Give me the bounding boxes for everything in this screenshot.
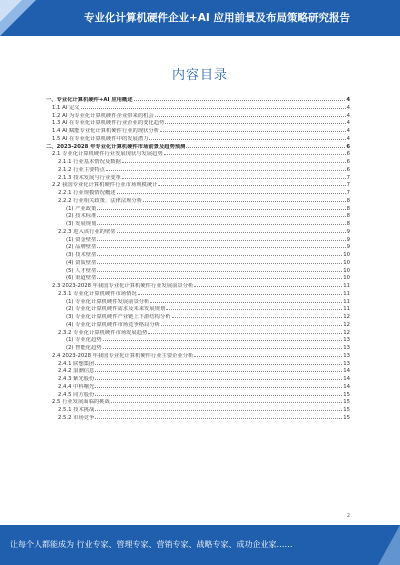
toc-entry-label: 1.1 AI 定义: [52, 104, 80, 111]
toc-entry-label: (2) 品牌壁垒: [66, 244, 97, 250]
toc-entry-label: 2.4.4 中科曙光: [58, 383, 95, 390]
toc-leader-dots: [95, 359, 342, 365]
toc-leader-dots: [95, 413, 342, 419]
page-number: 2: [346, 513, 350, 519]
toc-entry-page: 15: [343, 391, 350, 398]
toc-leader-dots: [81, 103, 346, 109]
toc-entry-label: (2) 技术标准: [66, 213, 97, 219]
toc-entry-page: 9: [346, 244, 350, 250]
footer-corner-decoration: [378, 525, 400, 565]
toc-entry-page: 8: [346, 213, 350, 219]
toc-entry-label: (1) 专业化趋势: [66, 337, 102, 343]
toc-entry-page: 7: [346, 190, 350, 196]
toc-entry-page: 6: [346, 151, 350, 157]
toc-leader-dots: [143, 196, 346, 202]
toc-entry-label: (3) 专业化计算机硬件产业链上下游结构分析: [66, 314, 171, 320]
toc-entry-page: 11: [343, 290, 350, 297]
toc-entry-label: (1) 专业化计算机硬件发展前景分析: [66, 298, 150, 305]
toc-entry[interactable]: [46, 390, 350, 398]
toc-entry[interactable]: [46, 359, 350, 367]
toc-entry[interactable]: [46, 273, 350, 281]
footer-slogan: 让每个人都能成为 行业专家、管理专家、营销专家、战略专家、成功企业家……: [10, 540, 293, 549]
toc-entry-page: 7: [346, 174, 350, 181]
toc-entry-page: 14: [343, 383, 350, 390]
toc-leader-dots: [97, 211, 345, 217]
toc-entry[interactable]: [46, 312, 350, 320]
toc-entry[interactable]: [46, 111, 350, 119]
toc-entry-label: (5) 人才壁垒: [66, 267, 97, 274]
toc-entry-page: 8: [346, 197, 350, 204]
toc-leader-dots: [97, 204, 345, 210]
toc-entry[interactable]: [46, 242, 350, 250]
toc-entry-page: 6: [346, 166, 350, 173]
toc-leader-dots: [97, 273, 342, 279]
toc-entry-page: 12: [343, 321, 350, 328]
toc-entry-page: 13: [343, 360, 350, 367]
toc-leader-dots: [122, 157, 346, 163]
toc-entry-label: (2) 专业化计算机硬件需求及未来发展规划: [66, 306, 166, 312]
toc-entry-page: 11: [343, 283, 350, 289]
toc-entry-label: 2.3 2023-2028 年我国专业化计算机硬件行业发展前景分析: [52, 283, 194, 289]
toc-leader-dots: [95, 382, 342, 388]
toc-entry[interactable]: [46, 281, 350, 289]
toc-entry[interactable]: [46, 235, 350, 243]
toc-entry[interactable]: [46, 382, 350, 390]
toc-leader-dots: [95, 390, 342, 396]
toc-entry-page: 14: [343, 376, 350, 382]
toc-entry-page: 6: [346, 143, 350, 150]
toc-leader-dots: [97, 242, 345, 248]
toc-leader-dots: [103, 335, 343, 341]
toc-entry-label: 2.5 行业发展面临的挑战: [52, 399, 110, 405]
toc-leader-dots: [97, 258, 342, 264]
toc-entry[interactable]: [46, 134, 350, 142]
toc-entry[interactable]: [46, 211, 350, 219]
toc-entry-label: (4) 专业化计算机硬件市场竞争格局分析: [66, 321, 160, 328]
toc-leader-dots: [148, 328, 342, 334]
toc-entry-page: 7: [346, 182, 350, 188]
toc-entry[interactable]: [46, 95, 350, 103]
toc-leader-dots: [172, 312, 343, 318]
toc-leader-dots: [138, 289, 343, 295]
toc-entry[interactable]: [46, 188, 350, 196]
toc-entry-page: 15: [343, 414, 350, 421]
toc-entry-label: 1.2 AI 为专业化计算机硬件企业带来的机会: [52, 112, 154, 119]
toc-entry[interactable]: [46, 149, 350, 157]
toc-entry-label: 2.1 专业化计算机硬件行业发展现状与发展趋势: [52, 151, 163, 157]
toc-leader-dots: [149, 134, 345, 140]
toc-entry[interactable]: [46, 173, 350, 181]
toc-entry-label: 2.4.3 紫光股份: [58, 376, 95, 382]
toc-leader-dots: [111, 397, 342, 403]
toc-leader-dots: [166, 304, 342, 310]
toc-entry-page: 10: [343, 252, 350, 258]
toc-entry[interactable]: [46, 335, 350, 343]
toc-leader-dots: [97, 266, 342, 272]
toc-leader-dots: [117, 227, 346, 233]
toc-entry-label: (4) 资质壁垒: [66, 259, 97, 266]
header-corner-highlight: [0, 0, 22, 22]
toc-entry-label: 2.4 2023-2028 年我国专业化计算机硬件行业主要企业分析: [52, 352, 194, 359]
toc-entry[interactable]: [46, 413, 350, 421]
toc-entry-page: 4: [346, 128, 350, 134]
toc-entry-label: 2.5.1 技术挑战: [58, 407, 95, 413]
toc-entry-page: 4: [346, 104, 350, 111]
toc-entry-page: 11: [343, 298, 350, 305]
toc-entry-label: 2.5.2 市场竞争: [58, 414, 95, 421]
toc-entry-label: 2.2.3 进入该行业的壁垒: [58, 228, 116, 235]
toc-entry[interactable]: [46, 351, 350, 359]
toc-leader-dots: [122, 173, 346, 179]
toc-entry-label: (1) 资金壁垒: [66, 236, 97, 243]
toc-entry-page: 10: [343, 259, 350, 266]
toc-entry-page: 8: [346, 221, 350, 227]
toc-entry-page: 12: [343, 314, 350, 320]
toc-leader-dots: [95, 374, 342, 380]
report-footer: [0, 525, 400, 565]
toc-entry-label: 一、专业化计算机硬件+AI 应用概述: [46, 97, 133, 103]
toc-entry[interactable]: [46, 142, 350, 150]
toc-entry-label: 2.3.2 专业化计算机硬件市场发展趋势: [58, 329, 148, 336]
toc-leader-dots: [95, 405, 342, 411]
toc-entry-label: (3) 发展规划: [66, 221, 97, 227]
toc-entry-page: 12: [343, 329, 350, 336]
toc-entry[interactable]: [46, 374, 350, 382]
toc-entry-page: 11: [343, 306, 350, 312]
toc-entry[interactable]: [46, 103, 350, 111]
toc-leader-dots: [165, 118, 345, 124]
toc-entry[interactable]: [46, 227, 350, 235]
toc-leader-dots: [97, 250, 342, 256]
toc-entry-label: 1.3 AI 在专业化计算机硬件行业企业的变化趋势: [52, 120, 165, 126]
toc-leader-dots: [186, 142, 345, 148]
toc-entry-page: 14: [343, 368, 350, 374]
toc-entry-page: 13: [343, 352, 350, 359]
toc-leader-dots: [160, 126, 346, 132]
toc-entry-label: (1) 产业政策: [66, 205, 97, 212]
toc-leader-dots: [194, 281, 342, 287]
toc-entry[interactable]: [46, 328, 350, 336]
toc-entry[interactable]: [46, 343, 350, 351]
toc-entry-page: 15: [343, 407, 350, 413]
toc-entry-label: 2.2.2 行业相关政策、法律法规分析: [58, 197, 143, 204]
toc-entry[interactable]: [46, 157, 350, 165]
toc-entry[interactable]: [46, 258, 350, 266]
toc-entry[interactable]: [46, 266, 350, 274]
toc-entry[interactable]: [46, 397, 350, 405]
toc-entry-label: 2.4.1 联想集团: [58, 360, 95, 367]
table-of-contents: [46, 95, 350, 421]
toc-entry-page: 8: [346, 205, 350, 212]
toc-leader-dots: [150, 297, 342, 303]
toc-leader-dots: [155, 111, 346, 117]
toc-entry-label: 2.4.2 浪潮信息: [58, 368, 95, 374]
toc-entry[interactable]: [46, 405, 350, 413]
toc-leader-dots: [95, 366, 342, 372]
toc-entry-label: 2.1.2 行业主要特点: [58, 166, 105, 173]
toc-entry-page: 6: [346, 159, 350, 165]
toc-entry-label: (3) 技术壁垒: [66, 252, 97, 258]
toc-entry-page: 9: [346, 228, 350, 235]
toc-entry[interactable]: [46, 126, 350, 134]
toc-entry-label: 2.2.1 行业规模情况概述: [58, 190, 116, 196]
report-title: 专业化计算机硬件企业+AI 应用前景及布局策略研究报告: [84, 12, 350, 24]
toc-entry-label: 2.1.3 技术发展与行业变革: [58, 174, 121, 181]
toc-title: 内容目录: [171, 68, 228, 83]
toc-entry[interactable]: [46, 180, 350, 188]
toc-entry-page: 4: [346, 135, 350, 142]
toc-entry-page: 4: [346, 120, 350, 126]
toc-entry[interactable]: [46, 320, 350, 328]
toc-entry-label: 1.5 AI 在专业化计算机硬件中的发展潜力: [52, 135, 149, 142]
toc-entry-label: (6) 渠道壁垒: [66, 275, 97, 281]
toc-entry-label: 2.3.1 专业化计算机硬件市场情况: [58, 290, 137, 297]
toc-entry[interactable]: [46, 165, 350, 173]
toc-entry[interactable]: [46, 118, 350, 126]
toc-entry[interactable]: [46, 196, 350, 204]
toc-leader-dots: [134, 95, 346, 101]
toc-leader-dots: [164, 149, 346, 155]
toc-leader-dots: [106, 165, 346, 171]
toc-entry[interactable]: [46, 219, 350, 227]
report-header: [0, 0, 400, 36]
toc-entry[interactable]: [46, 289, 350, 297]
toc-leader-dots: [194, 351, 342, 357]
toc-entry[interactable]: [46, 366, 350, 374]
toc-leader-dots: [97, 235, 345, 241]
toc-entry-page: 13: [343, 337, 350, 343]
toc-entry-page: 4: [346, 112, 350, 119]
toc-leader-dots: [161, 320, 342, 326]
toc-entry-page: 10: [343, 267, 350, 274]
toc-entry-page: 13: [343, 345, 350, 351]
toc-entry[interactable]: [46, 304, 350, 312]
toc-leader-dots: [103, 343, 343, 349]
toc-entry-page: 15: [343, 399, 350, 405]
toc-leader-dots: [158, 180, 345, 186]
toc-entry[interactable]: [46, 297, 350, 305]
toc-entry-page: 4: [346, 97, 350, 103]
toc-entry-page: 10: [343, 275, 350, 281]
toc-entry-label: 二、2023-2028 年专业化计算机硬件市场前景及趋势预测: [46, 143, 186, 150]
toc-entry-label: 2.1.1 行业基本情况及数据: [58, 159, 121, 165]
toc-leader-dots: [97, 219, 345, 225]
toc-entry-label: (2) 智能化趋势: [66, 345, 102, 351]
toc-entry[interactable]: [46, 204, 350, 212]
toc-entry-label: 1.4 AI 赋能专业化计算机硬件行业的现状分析: [52, 128, 160, 134]
toc-entry-page: 9: [346, 236, 350, 243]
toc-entry[interactable]: [46, 250, 350, 258]
toc-entry-label: 2.2 我国专业化计算机硬件行业市场规模统计: [52, 182, 158, 188]
toc-entry-label: 2.4.5 同方股份: [58, 391, 95, 398]
toc-leader-dots: [117, 188, 346, 194]
